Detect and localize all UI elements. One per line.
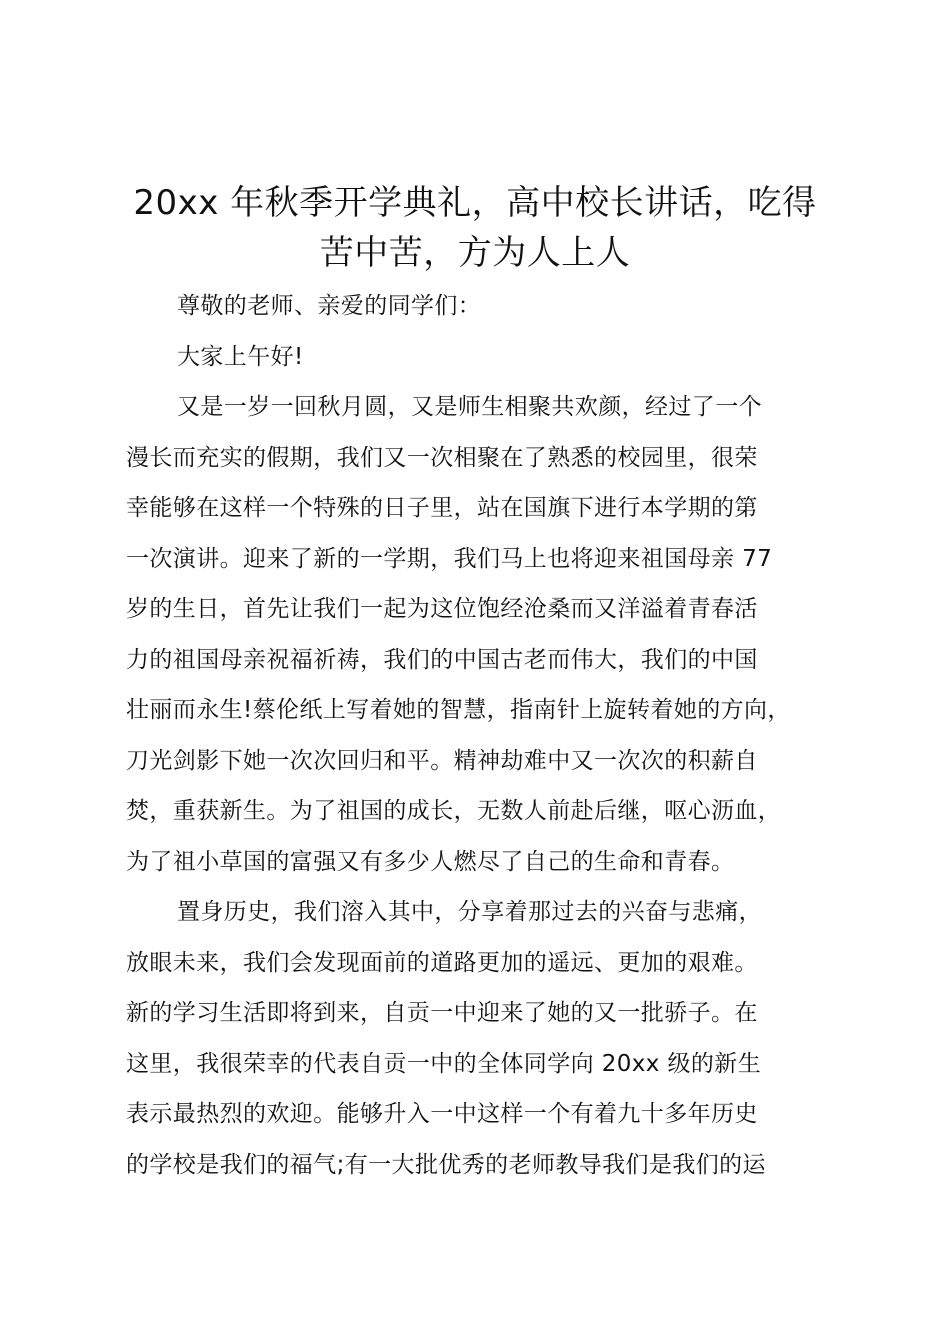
body-text-line: 尊敬的老师、亲爱的同学们： bbox=[177, 293, 482, 319]
body-text-line: 一次演讲。迎来了新的一学期，我们马上也将迎来祖国母亲 77 bbox=[126, 545, 773, 572]
body-text-line: 焚，重获新生。为了祖国的成长，无数人前赴后继，呕心沥血， bbox=[126, 798, 782, 824]
body-text-line: 壮丽而永生!蔡伦纸上写着她的智慧，指南针上旋转着她的方向， bbox=[126, 697, 791, 723]
title-line-2: 苦中苦，方为人上人 bbox=[319, 233, 631, 273]
body-text-line: 这里，我很荣幸的代表自贡一中的全体同学向 20xx 级的新生 bbox=[126, 1050, 762, 1077]
body-text-line: 刀光剑影下她一次次回归和平。精神劫难中又一次次的积薪自 bbox=[126, 747, 758, 774]
body-text-line: 大家上午好! bbox=[177, 343, 304, 370]
body-text-line: 为了祖小草国的富强又有多少人燃尽了自己的生命和青春。 bbox=[126, 848, 735, 875]
body-text-line: 的学校是我们的福气;有一大批优秀的老师教导我们是我们的运 bbox=[126, 1151, 766, 1178]
document-title bbox=[118, 178, 832, 278]
body-text-line: 幸能够在这样一个特殊的日子里，站在国旗下进行本学期的第 bbox=[126, 495, 758, 521]
body-text-line: 漫长而充实的假期，我们又一次相聚在了熟悉的校园里，很荣 bbox=[126, 444, 758, 471]
body-text-line: 置身历史，我们溶入其中，分享着那过去的兴奋与悲痛， bbox=[177, 899, 762, 925]
title-line-1: 20xx 年秋季开学典礼，高中校长讲话，吃得 bbox=[133, 183, 817, 223]
document-body bbox=[126, 281, 840, 1190]
body-text-line: 岁的生日，首先让我们一起为这位饱经沧桑而又洋溢着青春活 bbox=[126, 596, 758, 622]
body-text-line: 新的学习生活即将到来，自贡一中迎来了她的又一批骄子。在 bbox=[126, 1000, 758, 1026]
body-text-line: 表示最热烈的欢迎。能够升入一中这样一个有着九十多年历史 bbox=[126, 1101, 758, 1127]
body-text-line: 放眼未来，我们会发现面前的道路更加的遥远、更加的艰难。 bbox=[126, 949, 758, 976]
body-text-line: 力的祖国母亲祝福祈祷，我们的中国古老而伟大，我们的中国 bbox=[126, 646, 758, 673]
body-text-line: 又是一岁一回秋月圆，又是师生相聚共欢颜，经过了一个 bbox=[177, 394, 762, 420]
